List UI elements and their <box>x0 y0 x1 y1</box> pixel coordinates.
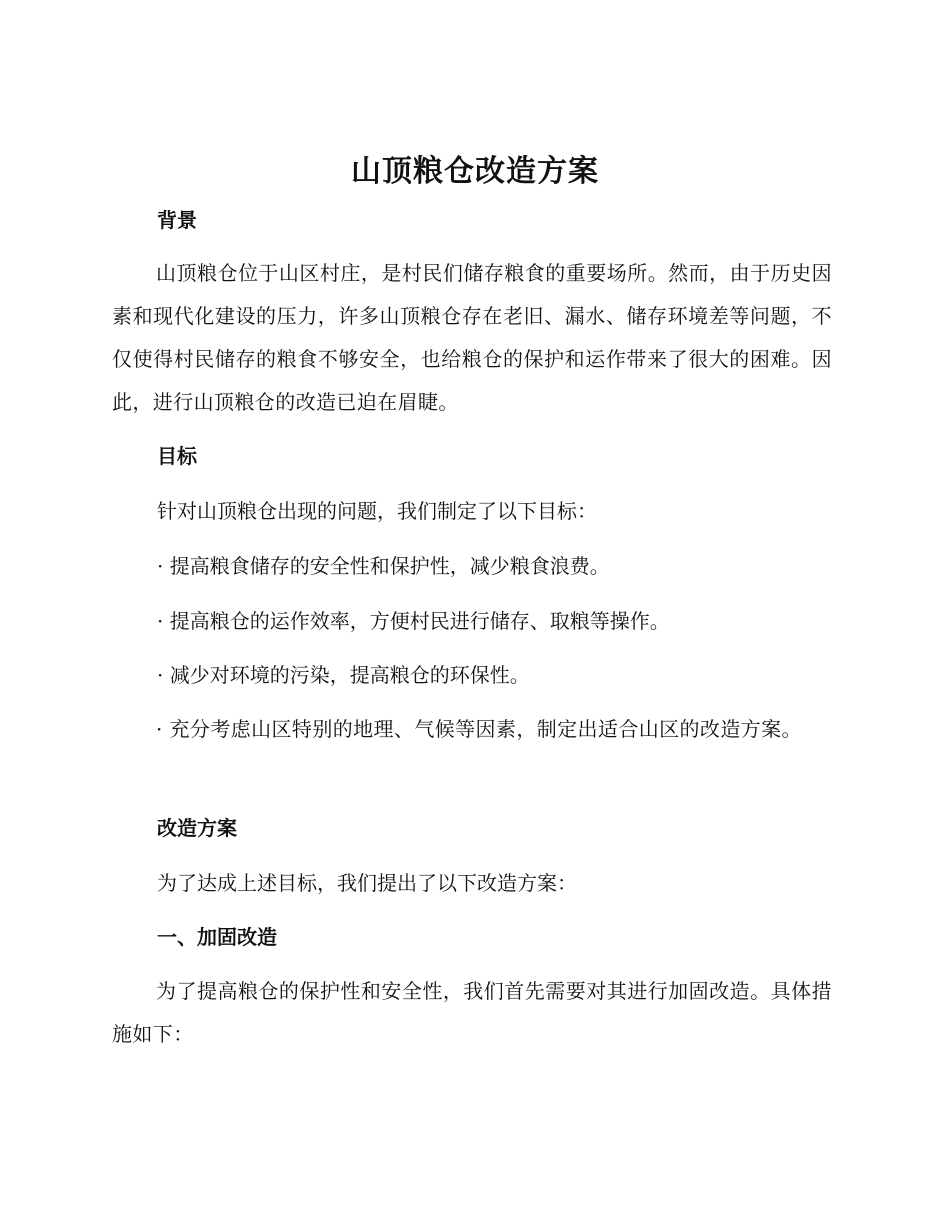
goal-item: · 提高粮仓的运作效率，方便村民进行储存、取粮等操作。 <box>157 609 670 633</box>
section-heading-goals: 目标 <box>157 444 197 468</box>
document-title: 山顶粮仓改造方案 <box>351 154 599 189</box>
goals-intro: 针对山顶粮仓出现的问题，我们制定了以下目标： <box>157 499 597 523</box>
plan-intro: 为了达成上述目标，我们提出了以下改造方案： <box>157 871 577 895</box>
goal-item: · 提高粮食储存的安全性和保护性，减少粮食浪费。 <box>157 554 610 578</box>
goal-item: · 充分考虑山区特别的地理、气候等因素，制定出适合山区的改造方案。 <box>156 717 802 741</box>
section-heading-background: 背景 <box>157 208 197 232</box>
background-paragraph: 山顶粮仓位于山区村庄，是村民们储存粮食的重要场所。然而，由于历史因素和现代化建设的压力，许多山顶粮仓存在老旧、漏水、储存环境差等问题，不仅使得村民储存的粮食不够安全，也给粮仓的保护和运作带来了很大的困难。因此，进行山顶粮仓的改造已迫在眉睫。 <box>112 261 832 414</box>
reinforcement-paragraph: 为了提高粮仓的保护性和安全性，我们首先需要对其进行加固改造。具体措施如下： <box>112 979 832 1046</box>
goal-item: · 减少对环境的污染，提高粮仓的环保性。 <box>157 663 530 687</box>
section-heading-plan: 改造方案 <box>157 816 237 840</box>
sub-heading-reinforcement: 一、加固改造 <box>157 925 277 949</box>
